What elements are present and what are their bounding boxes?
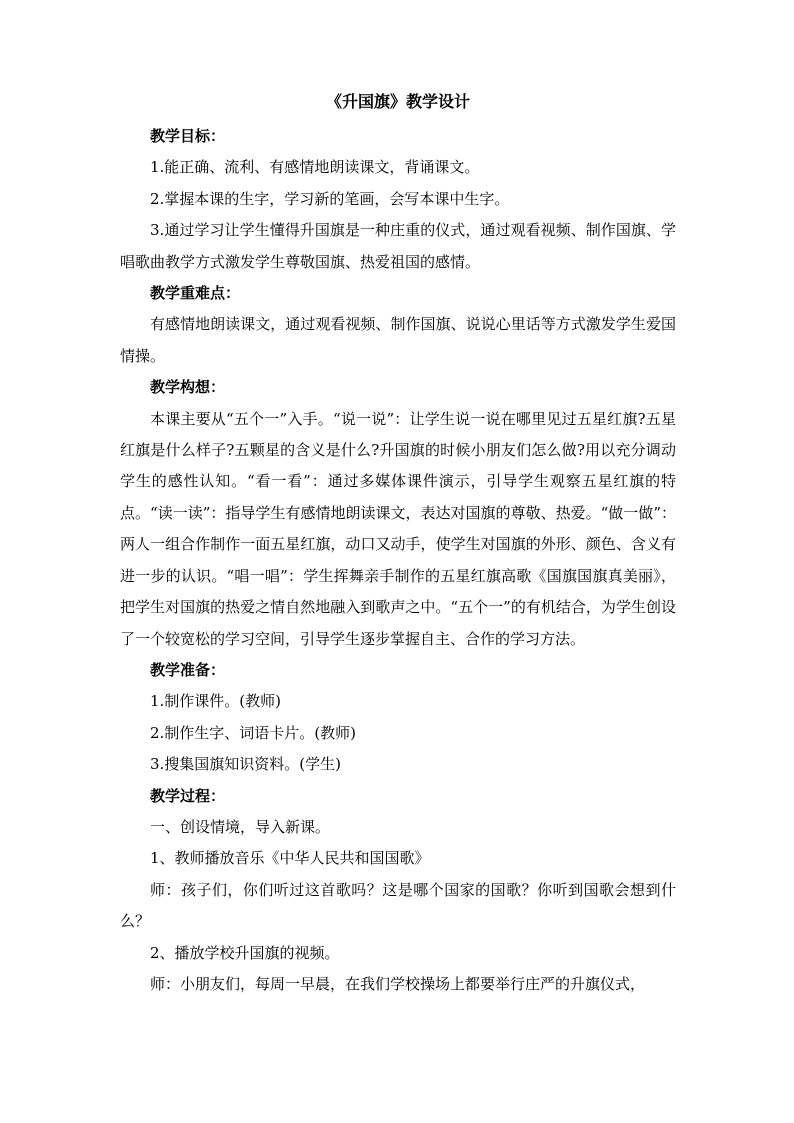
objective-3: 3.通过学习让学生懂得升国旗是一种庄重的仪式，通过观看视频、制作国旗、学唱歌曲教学方式激发学生尊敬国旗、热爱祖国的感情。 xyxy=(120,221,676,271)
document-page xyxy=(120,92,676,1000)
process-teacher-line-2: 师：小朋友们，每周一早晨，在我们学校操场上都要举行庄严的升旗仪式， xyxy=(150,974,646,993)
key-points-text: 有感情地朗读课文，通过观看视频、制作国旗、说说心里话等方式激发学生爱国情操。 xyxy=(120,315,676,365)
section-heading-preparation: 教学准备： xyxy=(150,660,226,679)
process-item-1: 1、教师播放音乐《中华人民共和国国歌》 xyxy=(150,849,430,868)
preparation-1: 1.制作课件。(教师) xyxy=(150,692,282,711)
process-teacher-line-1: 师：孩子们，你们听过这首歌吗？这是哪个国家的国歌？你听到国歌会想到什么？ xyxy=(120,880,676,931)
section-heading-objectives: 教学目标： xyxy=(150,127,226,145)
objective-1: 1.能正确、流利、有感情地朗读课文，背诵课文。 xyxy=(150,158,480,177)
section-heading-process: 教学过程： xyxy=(150,786,226,805)
section-heading-key-points: 教学重难点： xyxy=(150,284,241,303)
section-heading-concept: 教学构想： xyxy=(150,378,226,397)
objective-2: 2.掌握本课的生字，学习新的笔画，会写本课中生字。 xyxy=(150,189,510,208)
concept-text: 本课主要从“五个一”入手。“说一说”：让学生说一说在哪里见过五星红旗?五星红旗是什么样子?五颗星的含义是什么?升国旗的时候小朋友们怎么做?用以充分调动学生的感性认知。“看一看”：通过多媒体课件演示，引导学生观察五星红旗的特点。“读一读”：指导学生有感情地朗读课文，表达对国旗的尊敬、热爱。“做一做”：两人一组合作制作一面五星红旗，动口又动手，使学生对国旗的外形、颜色、含义有进一步的认识。“唱一唱”：学生挥舞亲手制作的五星红旗高歌《国旗国旗真美丽》，把学生对国旗的热爱之情自然地融入到歌声之中。“五个一”的有机结合，为学生创设了一个较宽松的学习空间，引导学生逐步掌握自主、合作的学习方法。 xyxy=(120,409,676,648)
process-step-1: 一、创设情境，导入新课。 xyxy=(150,817,331,836)
preparation-2: 2.制作生字、词语卡片。(教师) xyxy=(150,723,357,742)
document-title: 《升国旗》教学设计 xyxy=(325,92,470,111)
preparation-3: 3.搜集国旗知识资料。(学生) xyxy=(150,755,342,774)
process-item-2: 2、播放学校升国旗的视频。 xyxy=(150,943,340,962)
